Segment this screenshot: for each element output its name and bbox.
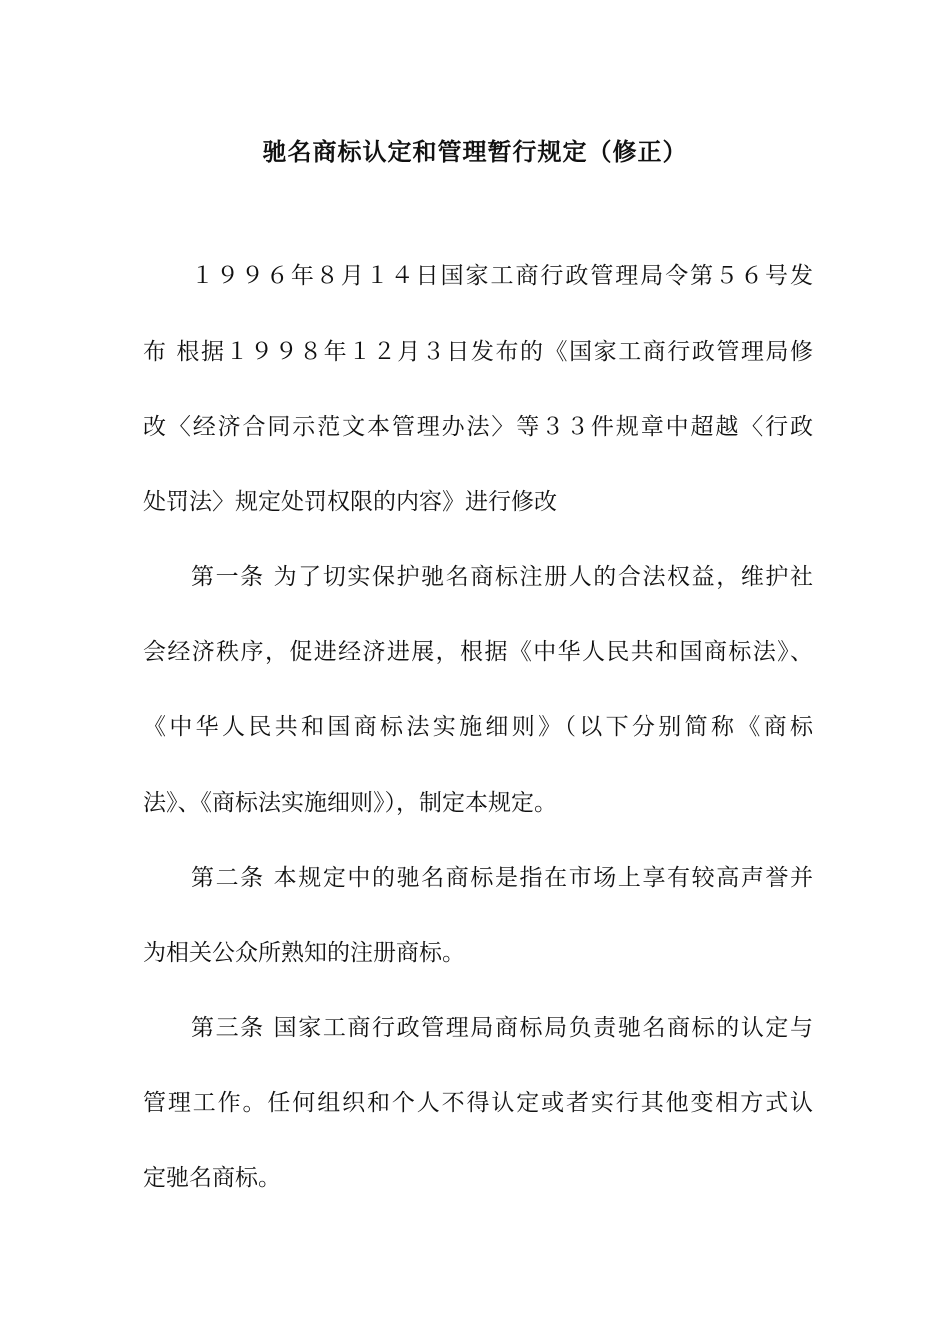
- article-2-line: 为相关公众所熟知的注册商标。: [143, 940, 465, 966]
- issuance-note-line: 布 根据１９９８年１２月３日发布的《国家工商行政管理局修: [143, 339, 813, 365]
- article-3-line: 定驰名商标。: [143, 1165, 281, 1191]
- article-3-line: 管理工作。任何组织和个人不得认定或者实行其他变相方式认: [143, 1090, 813, 1116]
- article-1-line: 《中华人民共和国商标法实施细则》（以下分别简称《商标: [143, 714, 813, 740]
- article-1-line: 会经济秩序，促进经济进展，根据《中华人民共和国商标法》、: [143, 639, 813, 665]
- issuance-note-line: 处罚法〉规定处罚权限的内容》进行修改: [143, 489, 557, 515]
- article-3-line: 第三条 国家工商行政管理局商标局负责驰名商标的认定与: [191, 1015, 813, 1041]
- article-1-line: 第一条 为了切实保护驰名商标注册人的合法权益，维护社: [191, 564, 813, 590]
- issuance-note-line: 改〈经济合同示范文本管理办法〉等３３件规章中超越〈行政: [143, 414, 813, 440]
- article-1-line: 法》、《商标法实施细则》），制定本规定。: [143, 790, 557, 816]
- issuance-note-line: １９９６年８月１４日国家工商行政管理局令第５６号发: [191, 263, 813, 289]
- document-title: 驰名商标认定和管理暂行规定（修正）: [262, 137, 688, 166]
- article-2-line: 第二条 本规定中的驰名商标是指在市场上享有较高声誉并: [191, 865, 813, 891]
